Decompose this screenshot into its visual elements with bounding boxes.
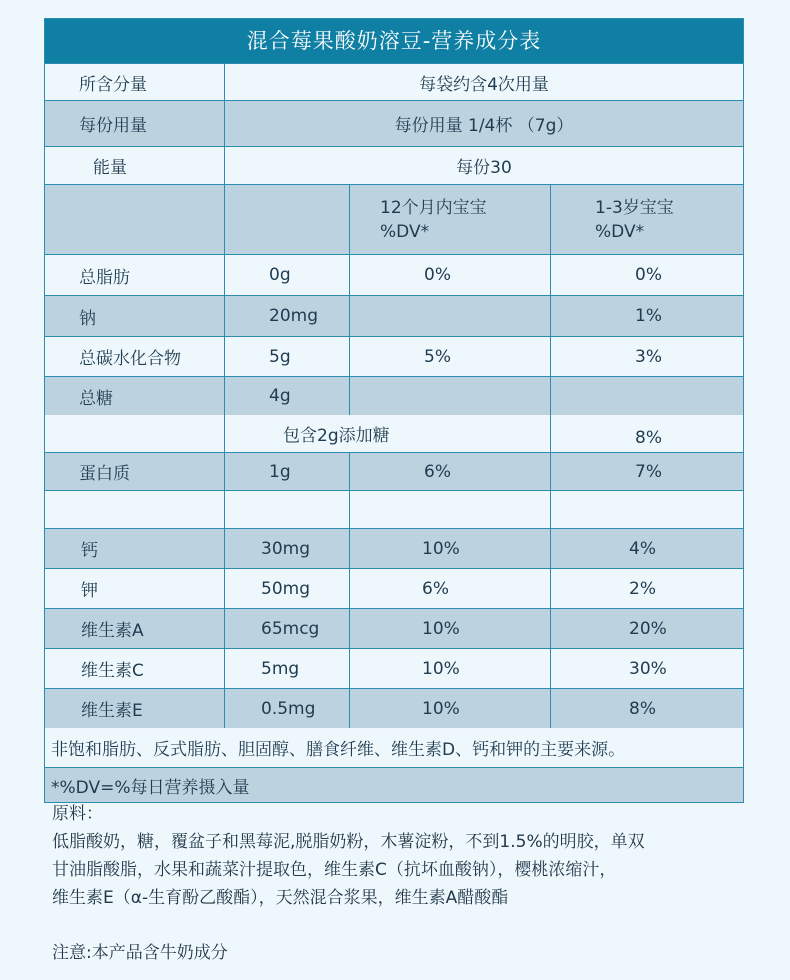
nutrient-amount: 1g [225, 453, 350, 490]
ingredients-line: 低脂酸奶，糖，覆盆子和黑莓泥,脱脂奶粉，木薯淀粉，不到1.5%的明胶，单双 [52, 832, 645, 852]
servings-value: 每袋约含4次用量 [419, 74, 549, 95]
nutrient-infant-dv: 10% [350, 529, 551, 568]
nutrient-infant-dv: 10% [350, 609, 551, 648]
spacer-cell-2 [225, 491, 350, 528]
nutrient-infant-dv: 6% [350, 569, 551, 608]
added-sugar-dv: 8% [635, 428, 662, 448]
ingredients-title: 原料： [52, 804, 103, 824]
nutrient-amount: 30mg [225, 529, 350, 568]
nutrient-infant-dv: 10% [350, 689, 551, 728]
protein-row [45, 453, 743, 491]
nutrient-toddler-dv [551, 377, 743, 415]
energy-value: 每份30 [456, 158, 512, 178]
nutrient-row [45, 689, 743, 728]
nutrient-name: 钾 [45, 569, 225, 608]
nutrient-amount: 5mg [225, 649, 350, 688]
nutrient-toddler-dv: 1% [635, 306, 662, 326]
servings-label: 所含分量 [45, 64, 225, 100]
nutrient-infant-dv: 5% [350, 337, 551, 376]
nutrient-toddler-dv: 8% [629, 698, 656, 719]
nutrient-toddler-dv: 7% [635, 461, 662, 482]
nutrient-name: 钠 [45, 296, 225, 336]
added-sugar-row [45, 415, 743, 453]
serving-size-row [45, 101, 743, 147]
energy-label: 能量 [45, 147, 225, 184]
nutrient-toddler-dv: 4% [629, 538, 656, 559]
nutrient-name: 维生素C [45, 649, 225, 688]
header-toddler-line1: 1-3岁宝宝 [595, 197, 674, 218]
serving-size-value: 每份用量 1/4杯 （7g） [394, 116, 574, 136]
nutrient-infant-dv: 0% [350, 255, 551, 295]
header-toddler [551, 185, 743, 254]
ingredients-line: 甘油脂酸脂，水果和蔬菜汁提取色，维生素C（抗坏血酸钠），樱桃浓缩汁， [52, 860, 617, 880]
nutrient-amount: 0g [225, 255, 350, 295]
table-title: 混合莓果酸奶溶豆-营养成分表 [45, 19, 743, 64]
nutrient-name: 总脂肪 [45, 255, 225, 295]
dv-header-row [45, 185, 743, 255]
nutrient-amount: 50mg [225, 569, 350, 608]
ingredients-section [52, 800, 752, 912]
serving-size-label: 每份用量 [45, 101, 225, 146]
servings-row [45, 64, 743, 101]
header-toddler-line2: %DV* [595, 221, 645, 242]
nutrient-name: 总碳水化合物 [45, 337, 225, 376]
nutrient-infant-dv: 6% [350, 453, 551, 490]
milk-warning: 注意:本产品含牛奶成分 [52, 943, 228, 963]
spacer-row [45, 491, 743, 529]
nutrient-toddler-dv: 3% [635, 346, 662, 367]
nutrient-toddler-dv: 20% [629, 618, 667, 639]
nutrient-row [45, 377, 743, 415]
dv-note: *%DV=%每日营养摄入量 [51, 777, 250, 798]
header-blank-1 [45, 185, 225, 254]
header-infant-line2: %DV* [380, 221, 430, 242]
nutrient-row [45, 609, 743, 649]
not-source-note: 非饱和脂肪、反式脂肪、胆固醇、膳食纤维、维生素D、钙和钾的主要来源。 [51, 740, 626, 760]
nutrient-infant-dv [350, 296, 551, 336]
header-infant-line1: 12个月内宝宝 [380, 197, 487, 218]
energy-row [45, 147, 743, 185]
nutrition-table [44, 18, 744, 803]
nutrient-row [45, 255, 743, 296]
nutrient-row [45, 569, 743, 609]
spacer-cell-3 [350, 491, 551, 528]
ingredients-line: 维生素E（α-生育酚乙酸酯），天然混合浆果，维生素A醋酸酯 [52, 888, 509, 908]
added-sugar-blank [45, 415, 225, 452]
nutrient-toddler-dv: 30% [629, 658, 667, 679]
header-infant [350, 185, 551, 254]
nutrient-infant-dv [350, 377, 551, 415]
spacer-cell-1 [45, 491, 225, 528]
nutrient-name: 总糖 [45, 377, 225, 415]
nutrient-name: 维生素E [45, 689, 225, 728]
nutrient-amount: 0.5mg [225, 689, 350, 728]
nutrient-toddler-dv: 2% [629, 578, 656, 599]
nutrient-amount: 5g [225, 337, 350, 376]
nutrient-row [45, 529, 743, 569]
nutrient-amount: 20mg [225, 296, 350, 336]
nutrient-amount: 65mcg [225, 609, 350, 648]
added-sugar-text: 包含2g添加糖 [225, 415, 551, 452]
nutrient-name: 维生素A [45, 609, 225, 648]
nutrient-row [45, 296, 743, 337]
not-source-row [45, 728, 743, 768]
nutrient-row [45, 337, 743, 377]
nutrient-row [45, 649, 743, 689]
nutrient-infant-dv: 10% [350, 649, 551, 688]
nutrient-toddler-dv: 0% [635, 265, 662, 285]
nutrient-amount: 4g [225, 377, 350, 415]
nutrient-name: 蛋白质 [45, 453, 225, 490]
dv-note-row [45, 768, 743, 802]
spacer-cell-4 [551, 491, 743, 528]
header-blank-2 [225, 185, 350, 254]
nutrient-name: 钙 [45, 529, 225, 568]
